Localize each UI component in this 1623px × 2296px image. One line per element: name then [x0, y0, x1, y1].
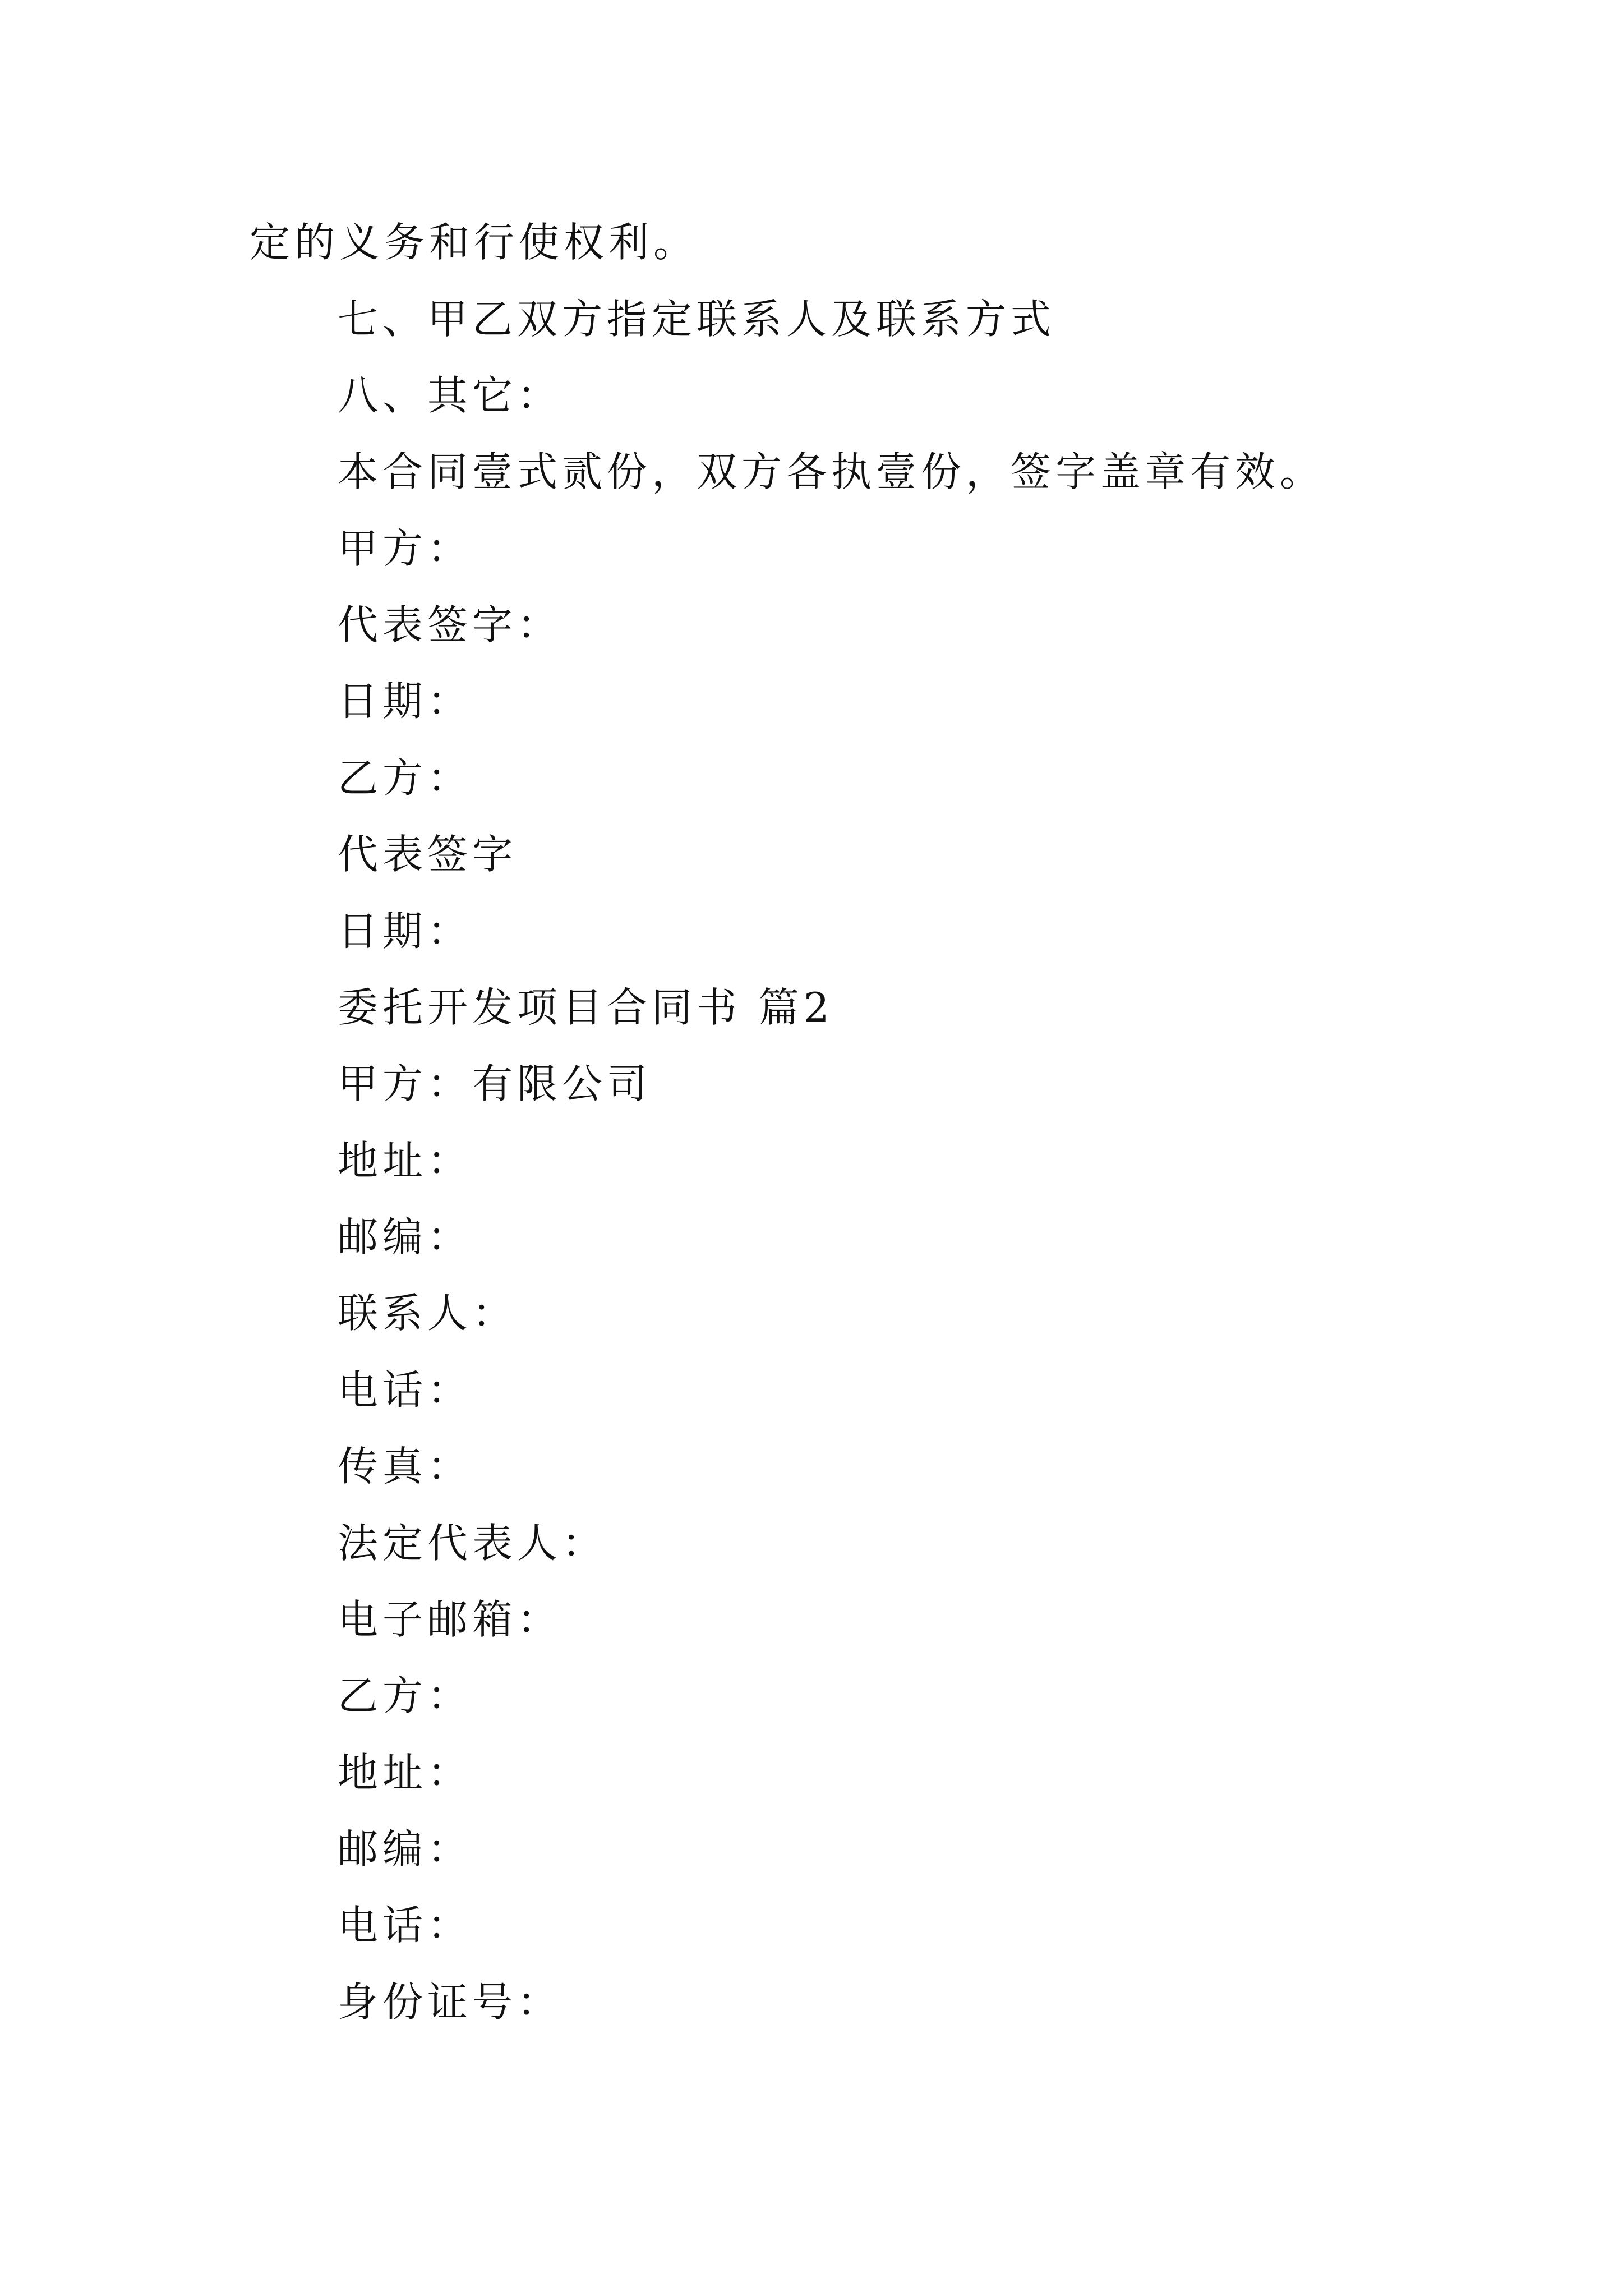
- paragraph-continuation: 定的义务和行使权利。: [250, 219, 699, 266]
- party-b-date-label: 日期：: [338, 908, 473, 955]
- party-b-signature-label: 代表签字: [338, 831, 518, 878]
- party-a-address-label: 地址：: [338, 1137, 473, 1184]
- party-b-section-label: 乙方：: [338, 1672, 473, 1719]
- section-heading-contacts: 七、甲乙双方指定联系人及联系方式: [338, 296, 1056, 343]
- party-a-date-label: 日期：: [338, 678, 473, 725]
- party-a-label: 甲方：: [338, 525, 473, 572]
- party-a-fax-label: 传真：: [338, 1443, 473, 1490]
- party-a-company: 甲方：有限公司: [338, 1060, 652, 1107]
- party-b-address-label: 地址：: [338, 1749, 473, 1796]
- party-b-id-number-label: 身份证号：: [338, 1978, 562, 2026]
- party-a-postcode-label: 邮编：: [338, 1213, 473, 1260]
- party-a-legal-rep-label: 法定代表人：: [338, 1520, 607, 1567]
- party-a-email-label: 电子邮箱：: [338, 1596, 562, 1643]
- party-a-signature-label: 代表签字：: [338, 601, 562, 648]
- contract-title: 委托开发项目合同书 篇2: [338, 984, 834, 1031]
- section-heading-other: 八、其它：: [338, 372, 562, 419]
- party-b-postcode-label: 邮编：: [338, 1825, 473, 1872]
- party-b-label: 乙方：: [338, 754, 473, 802]
- party-b-phone-label: 电话：: [338, 1902, 473, 1949]
- party-a-contact-label: 联系人：: [338, 1290, 518, 1337]
- party-a-phone-label: 电话：: [338, 1366, 473, 1414]
- copies-clause: 本合同壹式贰份，双方各执壹份，签字盖章有效。: [338, 448, 1325, 495]
